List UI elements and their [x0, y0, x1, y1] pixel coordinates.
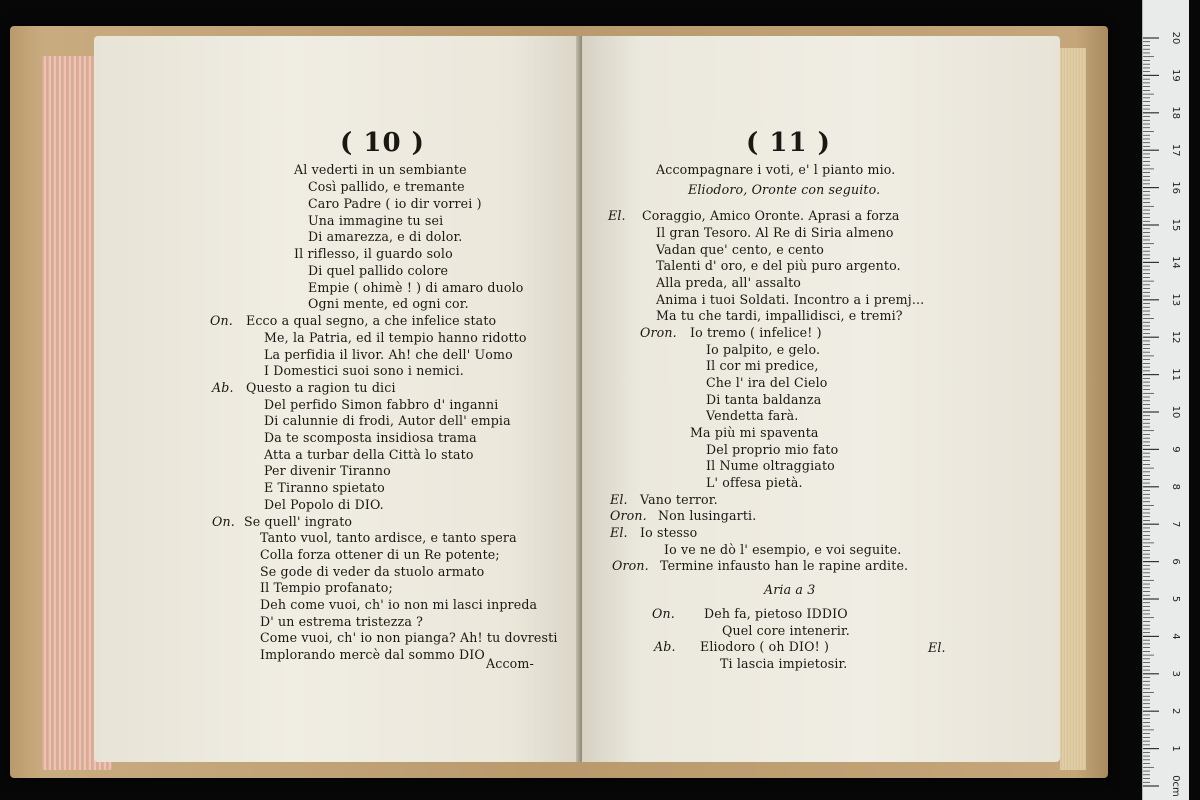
- text-line: Al vederti in un sembiante: [294, 162, 467, 177]
- text-line: Come vuoi, ch' io non pianga? Ah! tu dovresti: [260, 630, 558, 645]
- open-book: [10, 22, 1110, 784]
- text-line: Da te scomposta insidiosa trama: [264, 430, 477, 445]
- ruler-label: 11: [1170, 368, 1181, 381]
- ruler-label: 4: [1170, 633, 1181, 640]
- ruler-label: 12: [1170, 330, 1181, 344]
- text-line: Caro Padre ( io dir vorrei ): [308, 196, 482, 211]
- aria-heading: Aria a 3: [764, 582, 816, 597]
- text-line: Il riflesso, il guardo solo: [294, 246, 453, 261]
- ruler-label: 18: [1170, 106, 1181, 120]
- ruler-label: 8: [1170, 483, 1181, 490]
- text-line: Coraggio, Amico Oronte. Aprasi a forza: [642, 208, 900, 223]
- text-line: Accompagnare i voti, e' l pianto mio.: [656, 162, 896, 177]
- text-line: Così pallido, e tremante: [308, 179, 465, 194]
- text-line: Ma tu che tardi, impallidisci, e tremi?: [656, 308, 903, 323]
- text-line: Che l' ira del Cielo: [706, 375, 828, 390]
- speaker-label: On.: [212, 514, 235, 529]
- text-line: Il cor mi predice,: [706, 358, 819, 373]
- text-line: Di amarezza, e di dolor.: [308, 229, 463, 244]
- left-page: [94, 36, 584, 762]
- text-line: Il gran Tesoro. Al Re di Siria almeno: [656, 225, 894, 240]
- speaker-label: On.: [210, 313, 233, 328]
- ruler-label: 16: [1170, 181, 1181, 194]
- ruler-label: 14: [1170, 256, 1181, 269]
- speaker-label: El.: [610, 492, 628, 507]
- speaker-label: El.: [610, 525, 628, 540]
- ruler-label: 13: [1170, 293, 1181, 307]
- speaker-label: Oron.: [610, 508, 647, 523]
- ruler-label: 7: [1170, 521, 1181, 528]
- text-line: Di quel pallido colore: [308, 263, 449, 278]
- ruler-label: 20: [1170, 31, 1181, 45]
- speaker-label: Oron.: [640, 325, 677, 340]
- ruler-label: 3: [1170, 670, 1181, 677]
- ruler-label: 10: [1170, 405, 1181, 419]
- text-line: Deh fa, pietoso IDDIO: [704, 606, 848, 621]
- text-line: I Domestici suoi sono i nemici.: [264, 363, 464, 378]
- text-line: Empie ( ohimè ! ) di amaro duolo: [308, 280, 524, 295]
- text-line: Anima i tuoi Soldati. Incontro a i premj...: [656, 292, 925, 307]
- stage-direction: Eliodoro, Oronte con seguito.: [688, 182, 881, 197]
- ruler-scale: [1143, 0, 1189, 800]
- speaker-label: Ab.: [654, 639, 676, 654]
- text-line: Eliodoro ( oh DIO! ): [700, 639, 830, 654]
- speaker-label: Ab.: [212, 380, 234, 395]
- text-line: Ecco a qual segno, a che infelice stato: [246, 313, 497, 328]
- page-number: ( 11 ): [746, 128, 831, 158]
- text-line: Ma più mi spaventa: [690, 425, 819, 440]
- text-line: Il Tempio profanato;: [260, 580, 393, 595]
- text-line: Atta a turbar della Città lo stato: [264, 447, 474, 462]
- text-line: Deh come vuoi, ch' io non mi lasci inpreda: [260, 597, 538, 612]
- text-line: Del proprio mio fato: [706, 442, 839, 457]
- measurement-ruler: [1142, 0, 1189, 800]
- text-line: D' un estrema tristezza ?: [260, 614, 424, 629]
- ruler-label: 5: [1170, 595, 1181, 603]
- text-line: Talenti d' oro, e del più puro argento.: [656, 258, 901, 273]
- right-page-edges: [1060, 48, 1086, 770]
- text-line: Del Popolo di DIO.: [264, 497, 384, 512]
- text-line: Di tanta baldanza: [706, 392, 822, 407]
- text-line: Termine infausto han le rapine ardite.: [660, 558, 909, 573]
- ruler-label: 19: [1170, 69, 1181, 82]
- text-line: Alla preda, all' assalto: [656, 275, 802, 290]
- text-line: E Tiranno spietato: [264, 480, 385, 495]
- text-line: Non lusingarti.: [658, 508, 757, 523]
- text-line: Vendetta farà.: [706, 408, 799, 423]
- speaker-label: On.: [652, 606, 675, 621]
- text-line: Questo a ragion tu dici: [246, 380, 396, 395]
- text-line: Il Nume oltraggiato: [706, 458, 835, 473]
- ruler-label: 9: [1170, 446, 1181, 453]
- catchword: Accom-: [486, 656, 534, 671]
- ruler-label: 1: [1170, 745, 1181, 752]
- text-line: Vano terror.: [640, 492, 718, 507]
- text-line: Io ve ne dò l' esempio, e voi seguite.: [664, 542, 902, 557]
- ruler-label: 17: [1170, 143, 1181, 157]
- text-line: Vadan que' cento, e cento: [656, 242, 824, 257]
- text-line: Io palpito, e gelo.: [706, 342, 821, 357]
- text-line: Me, la Patria, ed il tempio hanno ridotto: [264, 330, 527, 345]
- text-line: Implorando mercè dal sommo DIO: [260, 647, 485, 662]
- ruler-label: 2: [1170, 708, 1181, 715]
- text-line: Io tremo ( infelice! ): [690, 325, 822, 340]
- text-line: Una immagine tu sei: [308, 213, 444, 228]
- text-line: Di calunnie di frodi, Autor dell' empia: [264, 413, 511, 428]
- right-page: [582, 36, 1060, 762]
- page-number: ( 10 ): [340, 128, 425, 158]
- text-line: Se quell' ingrato: [244, 514, 353, 529]
- text-line: Colla forza ottener di un Re potente;: [260, 547, 500, 562]
- speaker-label: El.: [608, 208, 626, 223]
- text-line: Se gode di veder da stuolo armato: [260, 564, 485, 579]
- ruler-label: 15: [1170, 218, 1181, 232]
- ruler-label: 0cm: [1170, 775, 1181, 797]
- text-line: Io stesso: [640, 525, 698, 540]
- text-line: Del perfido Simon fabbro d' inganni: [264, 397, 499, 412]
- catchword: El.: [928, 640, 946, 655]
- ruler-label: 6: [1170, 558, 1181, 565]
- text-line: Per divenir Tiranno: [264, 463, 391, 478]
- speaker-label: Oron.: [612, 558, 649, 573]
- text-line: Tanto vuol, tanto ardisce, e tanto spera: [260, 530, 517, 545]
- text-line: Ogni mente, ed ogni cor.: [308, 296, 469, 311]
- text-line: Quel core intenerir.: [722, 623, 850, 638]
- text-line: La perfidia il livor. Ah! che dell' Uomo: [264, 347, 513, 362]
- text-line: Ti lascia impietosir.: [720, 656, 848, 671]
- text-line: L' offesa pietà.: [706, 475, 803, 490]
